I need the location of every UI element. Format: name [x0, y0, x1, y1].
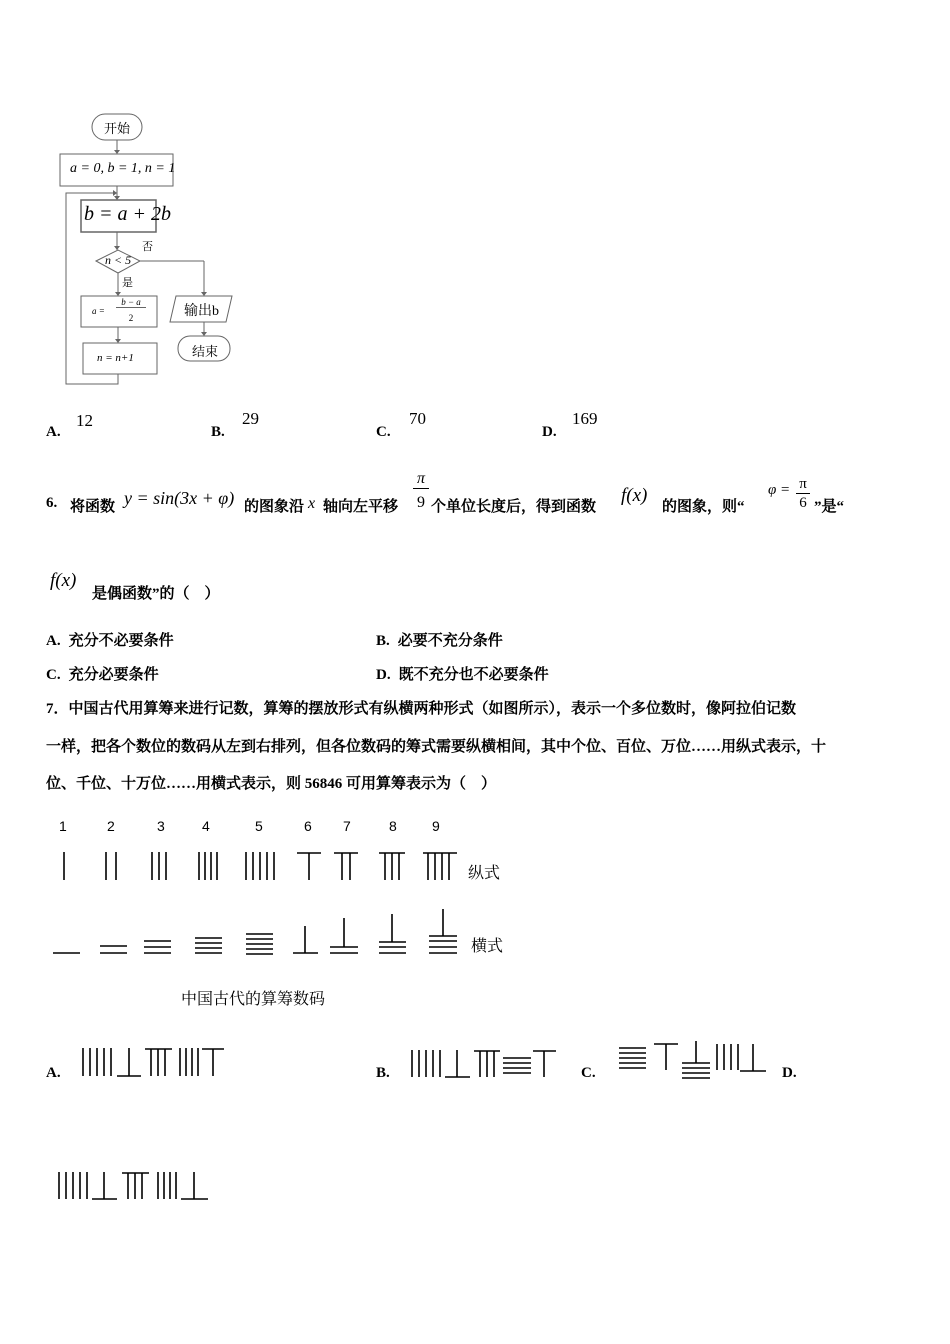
vertical-rod-4: [199, 852, 217, 880]
horizontal-rod-8: [379, 914, 406, 953]
cond-node-label: n < 5: [105, 253, 132, 267]
q7-line-1: 7．中国古代用算筹来进行记数，算筹的摆放形式有纵横两种形式（如图所示），表示一个多位数时，像阿拉伯记数: [46, 701, 797, 717]
rod-digit-1: 1: [59, 818, 67, 834]
q5-option-b-label[interactable]: B.: [211, 424, 225, 440]
horizontal-form-label: 横式: [471, 936, 504, 955]
q5-option-c-value: 70: [409, 409, 426, 428]
q7-line-3: 位、千位、十万位……用横式表示，则 56846 可用算筹表示为（ ）: [46, 776, 497, 792]
yes-label: 是: [122, 277, 133, 289]
q6-x-variable: x: [308, 495, 316, 512]
init-node-label: a = 0, b = 1, n = 1: [70, 161, 176, 176]
step-b-node-label: b = a + 2b: [84, 203, 171, 225]
q6-number: 6.: [46, 495, 58, 511]
q5-option-b-value: 29: [242, 409, 259, 428]
q7-option-a-label[interactable]: A.: [46, 1065, 61, 1081]
vertical-rod-7: [334, 853, 358, 880]
option-a-rods: [83, 1048, 224, 1076]
horizontal-rod-9: [429, 909, 457, 953]
q7-option-b-label[interactable]: B.: [376, 1065, 390, 1081]
q6-option-d-label: D.: [376, 667, 391, 683]
rod-digit-2: 2: [107, 818, 115, 834]
q6-text-7: 是偶函数”的（ ）: [92, 586, 220, 602]
q6-text-2: 的图象沿: [244, 499, 305, 515]
horizontal-rod-3: [144, 941, 171, 953]
rod-digit-4: 4: [202, 818, 210, 834]
step-a-numerator: b − a: [116, 297, 146, 308]
rod-figure-caption: 中国古代的算筹数码: [181, 989, 326, 1008]
q7-option-c-label[interactable]: C.: [581, 1065, 596, 1081]
step-a-denominator: 2: [128, 313, 134, 323]
q6-option-b-text: 必要不充分条件: [397, 633, 503, 649]
q6-option-d-text: 既不充分也不必要条件: [398, 667, 549, 683]
horizontal-rod-7: [330, 918, 358, 953]
q6-phi: φ =: [768, 482, 791, 498]
q6-option-a-text: 充分不必要条件: [68, 633, 174, 649]
q6-frac1-denominator: 9: [417, 494, 425, 511]
rod-digit-8: 8: [389, 818, 397, 834]
q5-option-a-value: 12: [76, 411, 93, 430]
no-label: 否: [142, 241, 153, 253]
q6-option-c-text: 充分必要条件: [68, 667, 159, 683]
rod-digit-9: 9: [432, 818, 440, 834]
option-d-rods: [59, 1172, 208, 1199]
vertical-rod-3: [152, 852, 166, 880]
q6-frac2-numerator: π: [796, 476, 810, 494]
q5-option-a-label[interactable]: A.: [46, 424, 61, 440]
horizontal-rod-2: [100, 946, 127, 953]
horizontal-rod-4: [195, 938, 222, 953]
q6-text-3: 轴向左平移: [323, 499, 399, 515]
horizontal-rod-6: [293, 926, 318, 953]
q7-line-2: 一样，把各个数位的数码从左到右排列，但各位数码的筹式需要纵横相间，其中个位、百位、万位……用纵式表示，十: [46, 739, 827, 755]
option-b-rods: [412, 1050, 556, 1077]
vertical-rod-5: [246, 852, 274, 880]
step-n-node-label: n = n+1: [97, 352, 134, 364]
q6-text-4: 个单位长度后，得到函数: [431, 499, 597, 515]
q6-function-y: y = sin(3x + φ): [124, 488, 235, 508]
q7-option-d-label[interactable]: D.: [782, 1065, 797, 1081]
vertical-rod-6: [297, 853, 321, 880]
vertical-rod-2: [106, 852, 116, 880]
rod-digit-5: 5: [255, 818, 263, 834]
q6-text-6: ”是“: [814, 499, 845, 515]
rod-digit-6: 6: [304, 818, 312, 834]
vertical-rod-8: [379, 853, 405, 880]
rod-digit-3: 3: [157, 818, 165, 834]
horizontal-rod-5: [246, 934, 273, 954]
vertical-rod-9: [423, 853, 457, 880]
q6-frac2-denominator: 6: [799, 495, 807, 511]
q6-function-f: f(x): [621, 485, 648, 506]
vertical-form-label: 纵式: [468, 863, 501, 882]
q5-option-d-label[interactable]: D.: [542, 424, 557, 440]
q6-option-c-label: C.: [46, 667, 61, 683]
q6-text-5: 的图象，则“: [662, 499, 745, 515]
q5-option-c-label[interactable]: C.: [376, 424, 391, 440]
q6-function-f-2: f(x): [50, 570, 77, 591]
q5-option-d-value: 169: [572, 409, 598, 428]
output-node-label: 输出b: [184, 304, 219, 319]
q6-frac1-numerator: π: [413, 470, 429, 489]
start-node-label: 开始: [104, 121, 131, 136]
option-c-rods: [619, 1041, 766, 1078]
end-node-label: 结束: [192, 344, 219, 359]
q6-option-a-label: A.: [46, 633, 61, 649]
step-a-lhs: a =: [92, 306, 105, 316]
q6-text-1: 将函数: [70, 499, 116, 515]
rod-digit-7: 7: [343, 818, 351, 834]
q6-option-b-label: B.: [376, 633, 390, 649]
